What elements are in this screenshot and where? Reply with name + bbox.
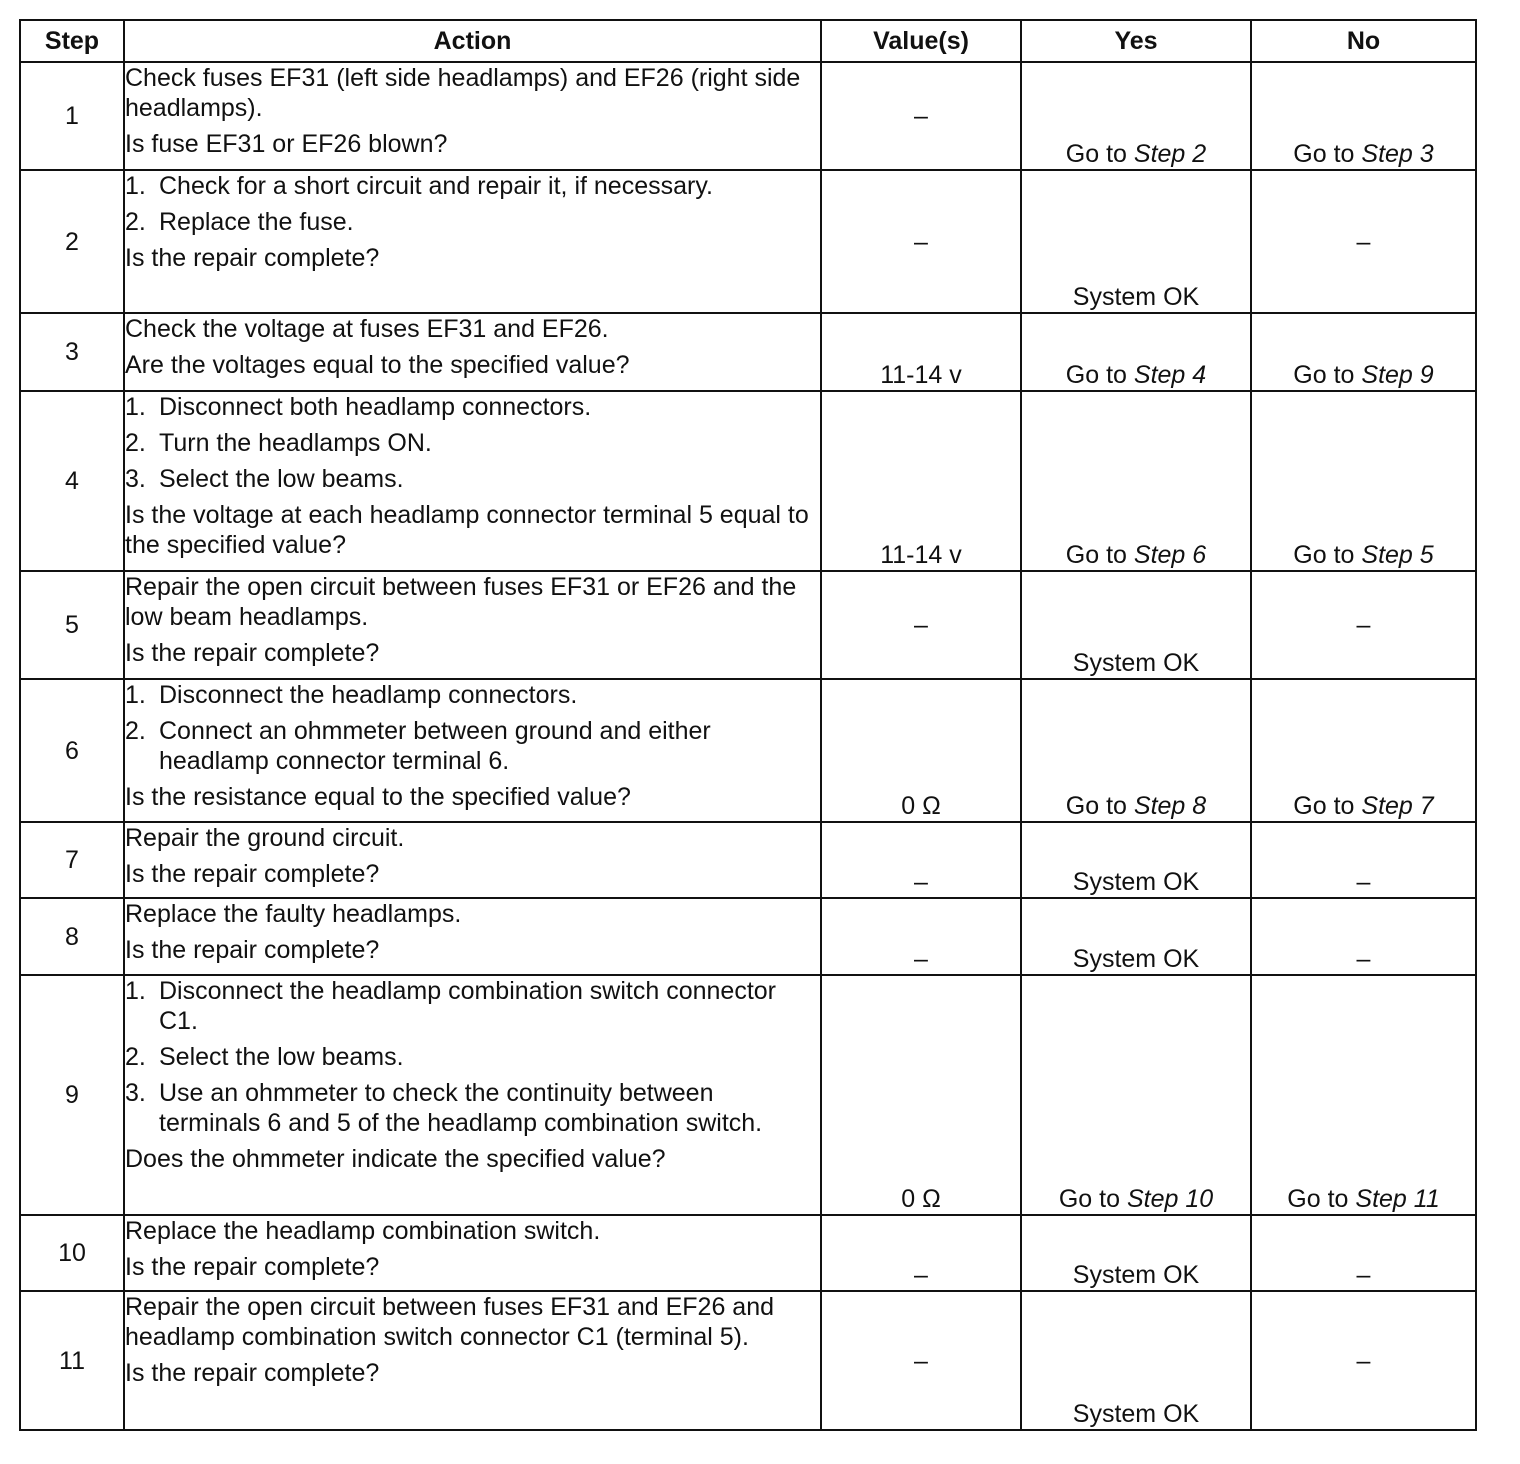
action-text: Replace the faulty headlamps. xyxy=(125,900,462,928)
action-question: Are the voltages equal to the specified value? xyxy=(125,351,630,379)
no-cell: – xyxy=(1251,1215,1476,1291)
yes-cell xyxy=(1021,62,1251,170)
step-number: 11 xyxy=(20,1291,124,1430)
yes-prefix: Go to xyxy=(1065,140,1127,168)
item-number: 1. xyxy=(125,681,146,709)
header-values: Value(s) xyxy=(821,20,1021,62)
action-cell xyxy=(124,822,821,898)
no-cell: – xyxy=(1251,1291,1476,1430)
item-number: 1. xyxy=(125,172,146,200)
action-text: Check fuses EF31 (left side headlamps) and EF26 (right side headlamps). xyxy=(125,64,801,122)
table-row xyxy=(20,391,1476,571)
action-step-item xyxy=(125,207,820,237)
action-step-item xyxy=(125,1042,820,1072)
no-prefix: Go to xyxy=(1293,541,1355,569)
action-step-item xyxy=(125,1078,820,1138)
item-text: Disconnect the headlamp combination switch connector C1. xyxy=(159,977,777,1035)
no-cell: – xyxy=(1251,822,1476,898)
no-cell xyxy=(1251,391,1476,571)
action-cell xyxy=(124,170,821,313)
yes-step-ref: Step 2 xyxy=(1133,140,1207,168)
yes-step-ref: Step 10 xyxy=(1126,1185,1214,1213)
action-step-item xyxy=(125,716,820,776)
value-cell: – xyxy=(821,571,1021,679)
step-number: 5 xyxy=(20,571,124,679)
table-row xyxy=(20,679,1476,822)
table-row xyxy=(20,1291,1476,1430)
yes-step-ref: Step 4 xyxy=(1133,361,1207,389)
action-cell xyxy=(124,62,821,170)
no-step-ref: Step 11 xyxy=(1355,1185,1440,1213)
yes-cell: System OK xyxy=(1021,1215,1251,1291)
item-number: 1. xyxy=(125,393,146,421)
no-cell: – xyxy=(1251,170,1476,313)
action-question: Is the repair complete? xyxy=(125,936,380,964)
table-row xyxy=(20,822,1476,898)
yes-prefix: Go to xyxy=(1065,792,1127,820)
item-number: 3. xyxy=(125,1079,146,1107)
yes-prefix: Go to xyxy=(1065,361,1127,389)
value-cell: 11-14 v xyxy=(821,391,1021,571)
action-question: Is the resistance equal to the specified value? xyxy=(125,783,631,811)
yes-cell xyxy=(1021,313,1251,391)
action-text: Repair the open circuit between fuses EF31 and EF26 and headlamp combination switch connector C1 (terminal 5). xyxy=(125,1293,775,1351)
no-step-ref: Step 7 xyxy=(1361,792,1434,820)
no-cell xyxy=(1251,313,1476,391)
item-number: 2. xyxy=(125,429,146,457)
value-cell: 11-14 v xyxy=(821,313,1021,391)
step-number: 9 xyxy=(20,975,124,1215)
header-action: Action xyxy=(124,20,821,62)
action-text: Repair the open circuit between fuses EF31 or EF26 and the low beam headlamps. xyxy=(125,573,797,631)
no-cell xyxy=(1251,975,1476,1215)
item-text: Disconnect the headlamp connectors. xyxy=(159,681,578,709)
action-text: Replace the headlamp combination switch. xyxy=(125,1217,601,1245)
action-question: Is fuse EF31 or EF26 blown? xyxy=(125,130,448,158)
yes-cell: System OK xyxy=(1021,822,1251,898)
step-number: 8 xyxy=(20,898,124,975)
header-step: Step xyxy=(20,20,124,62)
action-question: Is the repair complete? xyxy=(125,1253,380,1281)
item-number: 2. xyxy=(125,208,146,236)
value-cell: 0 Ω xyxy=(821,679,1021,822)
no-cell xyxy=(1251,62,1476,170)
item-text: Select the low beams. xyxy=(159,1043,404,1071)
yes-cell xyxy=(1021,679,1251,822)
no-prefix: Go to xyxy=(1287,1185,1349,1213)
action-step-item xyxy=(125,392,820,422)
no-cell xyxy=(1251,679,1476,822)
action-question: Does the ohmmeter indicate the specified value? xyxy=(125,1145,666,1173)
action-question: Is the repair complete? xyxy=(125,244,380,272)
no-prefix: Go to xyxy=(1293,792,1355,820)
table-row xyxy=(20,313,1476,391)
diagnostic-table xyxy=(19,19,1477,1431)
action-text: Repair the ground circuit. xyxy=(125,824,405,852)
step-number: 6 xyxy=(20,679,124,822)
table-row xyxy=(20,170,1476,313)
item-text: Disconnect both headlamp connectors. xyxy=(159,393,592,421)
action-cell xyxy=(124,679,821,822)
yes-cell: System OK xyxy=(1021,1291,1251,1430)
no-cell: – xyxy=(1251,571,1476,679)
value-cell: – xyxy=(821,898,1021,975)
item-number: 2. xyxy=(125,1043,146,1071)
action-cell xyxy=(124,898,821,975)
action-question: Is the repair complete? xyxy=(125,639,380,667)
yes-prefix: Go to xyxy=(1058,1185,1120,1213)
yes-prefix: Go to xyxy=(1065,541,1127,569)
yes-cell: System OK xyxy=(1021,571,1251,679)
value-cell: – xyxy=(821,170,1021,313)
action-question: Is the voltage at each headlamp connector terminal 5 equal to the specified value? xyxy=(125,501,809,559)
item-text: Check for a short circuit and repair it, if necessary. xyxy=(159,172,713,200)
step-number: 7 xyxy=(20,822,124,898)
no-cell: – xyxy=(1251,898,1476,975)
value-cell: – xyxy=(821,822,1021,898)
header-row xyxy=(20,20,1476,62)
no-prefix: Go to xyxy=(1293,140,1355,168)
table-row xyxy=(20,62,1476,170)
action-question: Is the repair complete? xyxy=(125,1359,380,1387)
action-cell xyxy=(124,975,821,1215)
value-cell: – xyxy=(821,62,1021,170)
item-number: 1. xyxy=(125,977,146,1005)
action-cell xyxy=(124,391,821,571)
action-step-item xyxy=(125,976,820,1036)
no-step-ref: Step 9 xyxy=(1361,361,1434,389)
no-step-ref: Step 5 xyxy=(1361,541,1434,569)
item-text: Turn the headlamps ON. xyxy=(159,429,432,457)
step-number: 1 xyxy=(20,62,124,170)
yes-step-ref: Step 6 xyxy=(1133,541,1207,569)
value-cell: 0 Ω xyxy=(821,975,1021,1215)
no-step-ref: Step 3 xyxy=(1361,140,1434,168)
action-cell xyxy=(124,1215,821,1291)
item-number: 2. xyxy=(125,717,146,745)
table-row xyxy=(20,975,1476,1215)
action-question: Is the repair complete? xyxy=(125,860,380,888)
item-number: 3. xyxy=(125,465,146,493)
action-text: Check the voltage at fuses EF31 and EF26. xyxy=(125,315,609,343)
item-text: Connect an ohmmeter between ground and either headlamp connector terminal 6. xyxy=(159,717,711,775)
table-row xyxy=(20,898,1476,975)
step-number: 3 xyxy=(20,313,124,391)
step-number: 2 xyxy=(20,170,124,313)
yes-cell xyxy=(1021,391,1251,571)
no-prefix: Go to xyxy=(1293,361,1355,389)
header-no: No xyxy=(1251,20,1476,62)
action-step-item xyxy=(125,464,820,494)
yes-cell: System OK xyxy=(1021,170,1251,313)
step-number: 10 xyxy=(20,1215,124,1291)
table-row xyxy=(20,571,1476,679)
step-number: 4 xyxy=(20,391,124,571)
action-step-item xyxy=(125,428,820,458)
action-step-item xyxy=(125,680,820,710)
value-cell: – xyxy=(821,1215,1021,1291)
value-cell: – xyxy=(821,1291,1021,1430)
table-row xyxy=(20,1215,1476,1291)
yes-cell xyxy=(1021,975,1251,1215)
action-cell xyxy=(124,313,821,391)
item-text: Select the low beams. xyxy=(159,465,404,493)
item-text: Use an ohmmeter to check the continuity between terminals 6 and 5 of the headlamp combination switch. xyxy=(159,1079,763,1137)
item-text: Replace the fuse. xyxy=(159,208,354,236)
header-yes: Yes xyxy=(1021,20,1251,62)
yes-cell: System OK xyxy=(1021,898,1251,975)
yes-step-ref: Step 8 xyxy=(1133,792,1207,820)
action-cell xyxy=(124,1291,821,1430)
action-cell xyxy=(124,571,821,679)
action-step-item xyxy=(125,171,820,201)
